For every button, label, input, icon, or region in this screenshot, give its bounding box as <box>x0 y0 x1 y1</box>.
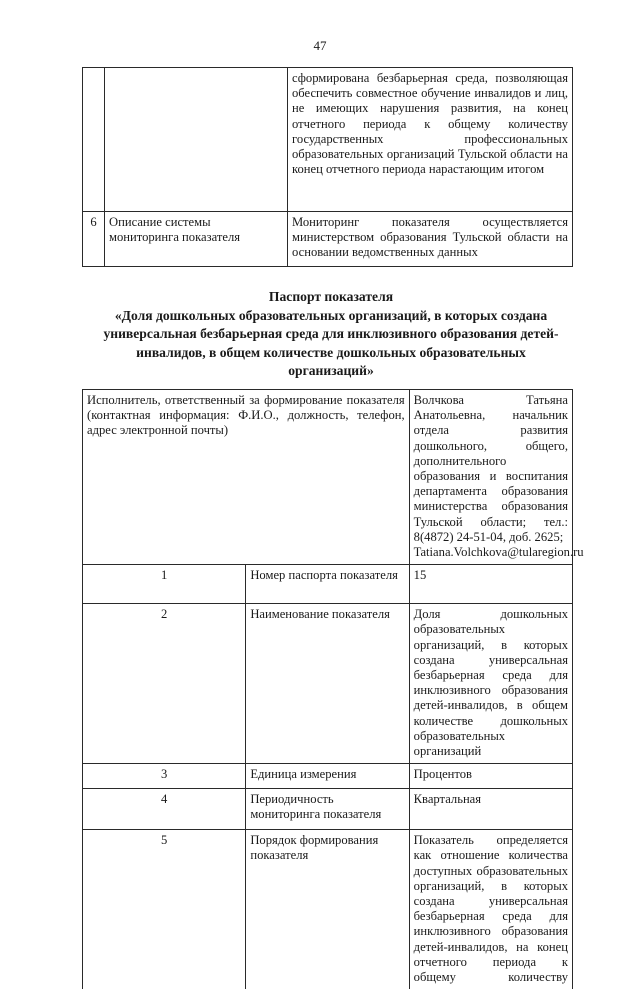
row-label: Порядок формирования показателя <box>246 830 409 989</box>
passport-table <box>82 389 584 989</box>
passport-subtitle: «Доля дошкольных образовательных организаций, в которых создана универсальная безбарьерная среда для инклюзивного образования детей-инвалидов, в общем количестве дошкольных образовательных организаций» <box>103 307 559 379</box>
table-row <box>83 789 573 830</box>
page-number: 47 <box>313 38 327 53</box>
row-label: Описание системы мониторинга показателя <box>105 212 288 267</box>
table-row <box>83 604 573 764</box>
row-label: Периодичность мониторинга показателя <box>246 789 409 830</box>
continuation-cell: сформирована безбарьерная среда, позволяющая обеспечить совместное обучение инвалидов и лиц, не имеющих нарушения развития, на конец отчетного периода к общему количеству государственных профессиональных образовательных организаций Тульской области на конец отчетного периода нарастающим итогом <box>288 68 573 212</box>
row-value: Доля дошкольных образовательных организаций, в которых создана универсальная безбарьерная среда для инклюзивного образования детей-инвалидов, в общем количестве дошкольных образовательных организаций <box>409 604 572 764</box>
top-table <box>82 67 573 267</box>
row-label: Номер паспорта показателя <box>246 565 409 604</box>
label-cell <box>105 68 288 212</box>
table-row <box>83 212 573 267</box>
executor-label: Исполнитель, ответственный за формирование показателя (контактная информация: Ф.И.О., должность, телефон, адрес электронной почты) <box>83 390 410 565</box>
row-label: Наименование показателя <box>246 604 409 764</box>
table-row <box>83 68 573 212</box>
row-value: Показатель определяется как отношение количества доступных образовательных организаций, в которых создана универсальная безбарьерная среда для инклюзивного образования детей-инвалидов, на конец отчетного периода к общему количеству <box>409 830 572 989</box>
passport-heading <box>96 288 566 381</box>
executor-row <box>83 390 573 565</box>
executor-email: Tatiana.Volchkova@tularegion.ru <box>413 545 584 560</box>
row-number: 6 <box>83 212 105 267</box>
row-number: 3 <box>83 764 246 789</box>
row-value: Квартальная <box>409 789 572 830</box>
executor-value: Волчкова Татьяна Анатольевна, начальник отдела развития дошкольного, общего, дополнительного образования и воспитания департамента образования министерства образования Тульской области; тел.: 8(4872) 24-51-04, доб. 2625; <box>413 393 568 544</box>
row-number-cell <box>83 68 105 212</box>
table-row <box>83 565 573 604</box>
table-row <box>83 830 573 989</box>
row-number: 5 <box>83 830 246 989</box>
row-value: Процентов <box>409 764 572 789</box>
executor-cell <box>409 390 584 565</box>
row-value: 15 <box>409 565 572 604</box>
row-number: 1 <box>83 565 246 604</box>
row-label: Единица измерения <box>246 764 409 789</box>
table-row <box>83 764 573 789</box>
passport-title: Паспорт показателя <box>268 289 394 304</box>
row-number: 4 <box>83 789 246 830</box>
row-number: 2 <box>83 604 246 764</box>
row-value: Мониторинг показателя осуществляется министерством образования Тульской области на основании ведомственных данных <box>288 212 573 267</box>
